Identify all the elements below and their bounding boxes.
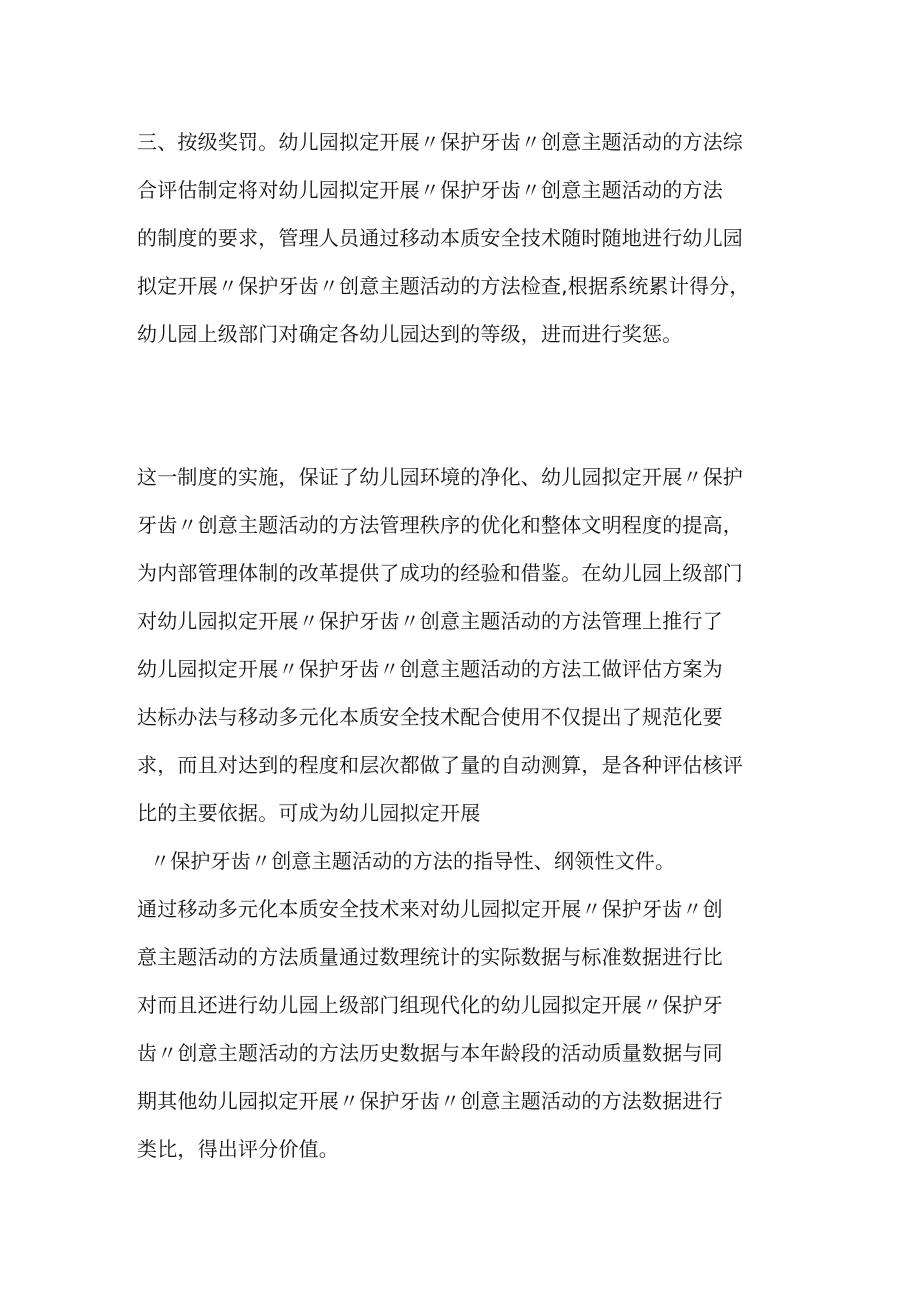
- paragraph-line: 为内部管理体制的改革提供了成功的经验和借鉴。在幼儿园上级部门: [137, 561, 743, 585]
- paragraph-line: 合评估制定将对幼儿园拟定开展〃保护牙齿〃创意主题活动的方法: [137, 178, 723, 202]
- paragraph-line: 幼儿园拟定开展〃保护牙齿〃创意主题活动的方法工做评估方案为: [137, 657, 723, 681]
- paragraph-line: 的制度的要求，管理人员通过移动本质安全技术随时随地进行幼儿园: [137, 226, 743, 250]
- paragraph-line: 通过移动多元化本质安全技术来对幼儿园拟定开展〃保护牙齿〃创: [137, 897, 723, 921]
- paragraph-line: 齿〃创意主题活动的方法历史数据与本年龄段的活动质量数据与同: [137, 1041, 723, 1065]
- paragraph-line: 〃保护牙齿〃创意主题活动的方法的指导性、纲领性文件。: [150, 849, 676, 873]
- paragraph-line: 这一制度的实施，保证了幼儿园环境的净化、幼儿园拟定开展〃保护: [137, 465, 743, 489]
- paragraph-line: 拟定开展〃保护牙齿〃创意主题活动的方法检查,根据系统累计得分，: [137, 274, 750, 298]
- paragraph-line: 意主题活动的方法质量通过数理统计的实际数据与标准数据进行比: [137, 945, 723, 969]
- paragraph-line: 三、按级奖罚。幼儿园拟定开展〃保护牙齿〃创意主题活动的方法综: [137, 130, 743, 154]
- paragraph-line: 比的主要依据。可成为幼儿园拟定开展: [137, 801, 481, 825]
- paragraph-line: 类比，得出评分价值。: [137, 1137, 339, 1161]
- paragraph-line: 对而且还进行幼儿园上级部门组现代化的幼儿园拟定开展〃保护牙: [137, 993, 723, 1017]
- paragraph-line: 达标办法与移动多元化本质安全技术配合使用不仅提出了规范化要: [137, 705, 723, 729]
- paragraph-line: 求，而且对达到的程度和层次都做了量的自动测算，是各种评估核评: [137, 753, 743, 777]
- paragraph-line: 期其他幼儿园拟定开展〃保护牙齿〃创意主题活动的方法数据进行: [137, 1089, 723, 1113]
- paragraph-line: 牙齿〃创意主题活动的方法管理秩序的优化和整体文明程度的提高，: [137, 513, 743, 537]
- paragraph-line: 对幼儿园拟定开展〃保护牙齿〃创意主题活动的方法管理上推行了: [137, 609, 723, 633]
- paragraph-line: 幼儿园上级部门对确定各幼儿园达到的等级，进而进行奖惩。: [137, 322, 683, 346]
